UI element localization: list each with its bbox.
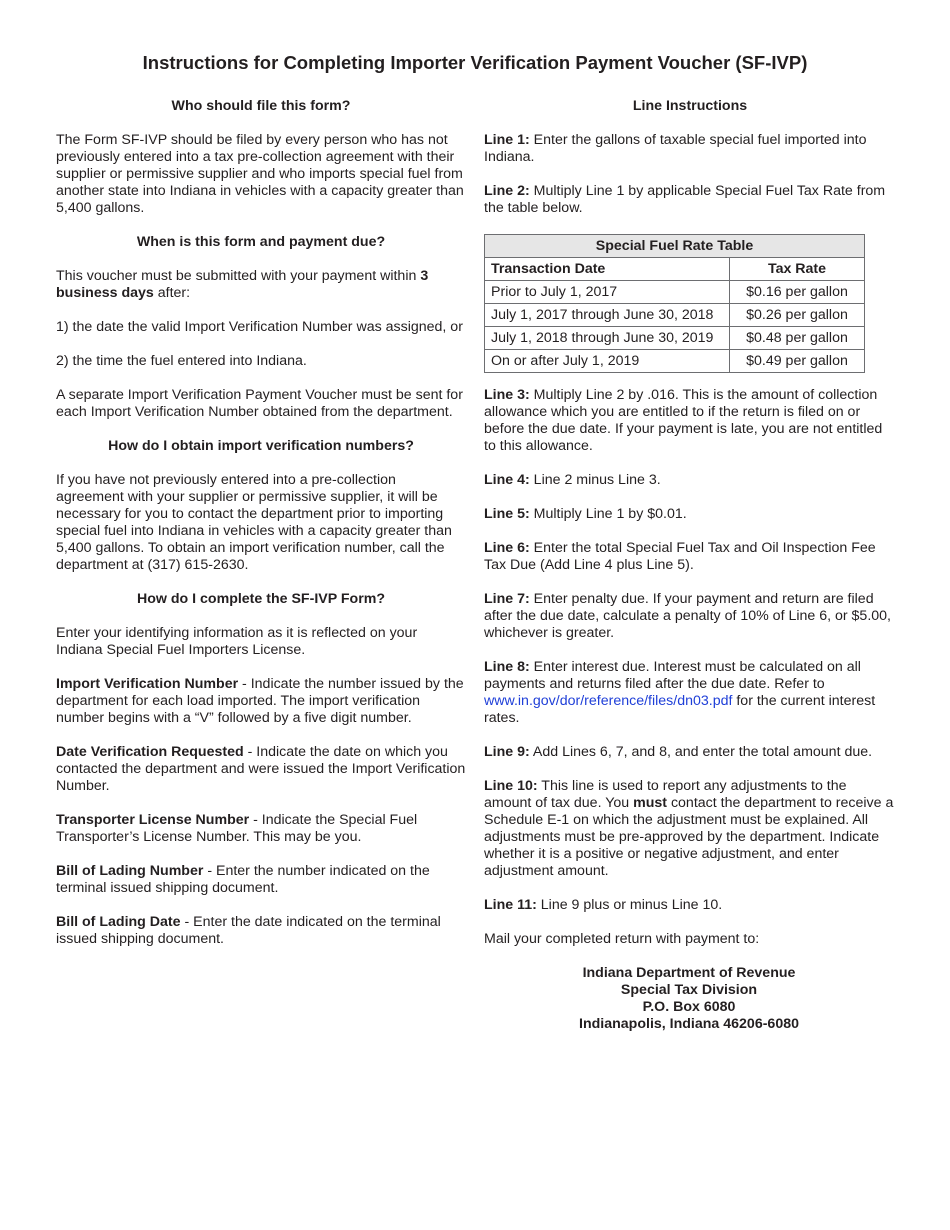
line-text: Multiply Line 2 by .016. This is the amount of collection allowance which you are entitled to if the return is filed on or before the due date. If your payment is late, you are not entitled to this allowance. [484,387,883,454]
line-text: Multiply Line 1 by applicable Special Fuel Tax Rate from the table below. [484,183,886,216]
line-text: Line 9 plus or minus Line 10. [536,897,723,913]
line-label: Line 9: [484,744,530,760]
left-column [56,98,466,965]
line-11 [484,897,896,914]
transaction-date-cell: Prior to July 1, 2017 [485,281,730,304]
field-text: - Enter the date indicated on the terminal issued shipping document. [56,914,441,947]
line-6 [484,540,896,574]
when-intro-pre: This voucher must be submitted with your payment within [56,268,421,284]
rate-table-header-row [485,258,865,281]
line-label: Line 11: [484,897,537,913]
tax-rate-cell: $0.16 per gallon [730,281,865,304]
when-note: A separate Import Verification Payment Voucher must be sent for each Import Verification Number obtained from the department. [56,387,463,420]
line-label: Line 6: [484,540,530,556]
field-text: - Indicate the date on which you contacted the department and were issued the Import Verification Number. [56,744,466,794]
tax-rate-cell: $0.48 per gallon [730,327,865,350]
mail-instruction: Mail your completed return with payment to: [484,931,760,947]
line-label: Line 3: [484,387,530,403]
interest-rate-link[interactable]: www.in.gov/dor/reference/files/dn03.pdf [484,693,733,709]
table-row [485,327,865,350]
address-line-4: Indianapolis, Indiana 46206-6080 [579,1016,799,1032]
line-text: Enter penalty due. If your payment and return are filed after the due date, calculate a penalty of 10% of Line 6, or $5.00, whichever is greater. [484,591,891,641]
line-text-post: for the current interest rates. [484,693,876,726]
field-import-verification-number [56,676,466,727]
line-text: Add Lines 6, 7, and 8, and enter the total amount due. [529,744,873,760]
who-text: The Form SF-IVP should be filed by every person who has not previously entered into a tax pre-collection agreement with their supplier or permissive supplier and who imports special fuel from another state into Indiana in vehicles with a capacity greater than 5,400 gallons. [56,132,464,216]
field-date-verification-requested [56,744,466,795]
transaction-date-cell: On or after July 1, 2019 [485,350,730,373]
complete-heading: How do I complete the SF-IVP Form? [136,591,386,607]
field-label: Import Verification Number [56,676,239,692]
when-item-1: 1) the date the valid Import Verification Number was assigned, or [56,319,463,335]
line-1 [484,132,896,166]
line-label: Line 1: [484,132,530,148]
transaction-date-cell: July 1, 2018 through June 30, 2019 [485,327,730,350]
line-label: Line 8: [484,659,530,675]
field-bill-of-lading-number [56,863,466,897]
line-text-bold: must [633,795,667,811]
col-tax-rate: Tax Rate [730,258,865,281]
line-instructions-heading: Line Instructions [632,98,748,114]
when-item-2: 2) the time the fuel entered into Indiana. [56,353,307,369]
field-text: - Indicate the number issued by the department for each load imported. The import verification number begins with a “V” followed by a five digit number. [56,676,464,726]
line-5 [484,506,896,523]
obtain-heading: How do I obtain import verification numbers? [108,438,414,454]
field-text: - Indicate the Special Fuel Transporter’s License Number. This may be you. [56,812,418,845]
tax-rate-cell: $0.49 per gallon [730,350,865,373]
line-9 [484,744,896,761]
line-text-pre: This line is used to report any adjustments to the amount of tax due. You [484,778,847,811]
line-text-pre: Enter interest due. Interest must be calculated on all payments and returns filed after the due date. Refer to [484,659,861,692]
field-label: Transporter License Number [56,812,250,828]
when-intro [56,268,466,302]
table-row [485,350,865,373]
line-label: Line 10: [484,778,538,794]
line-7 [484,591,896,642]
line-4 [484,472,896,489]
obtain-text: If you have not previously entered into a pre-collection agreement with your supplier or permissive supplier, it will be necessary for you to contact the department prior to importing special fuel into Indiana in vehicles with a capacity greater than 5,400 gallons. To obtain an import verification number, call the department at (317) 615-2630. [56,472,452,573]
field-transporter-license-number [56,812,466,846]
address-line-1: Indiana Department of Revenue [582,965,796,981]
complete-intro: Enter your identifying information as it is reflected on your Indiana Special Fuel Importers License. [56,625,418,658]
line-label: Line 7: [484,591,530,607]
transaction-date-cell: July 1, 2017 through June 30, 2018 [485,304,730,327]
line-label: Line 4: [484,472,530,488]
table-row [485,281,865,304]
field-label: Date Verification Requested [56,744,244,760]
mailing-address [484,965,894,1033]
field-text: - Enter the number indicated on the terminal issued shipping document. [56,863,430,896]
line-text-post: contact the department to receive a Schedule E-1 on which the adjustment must be explained. All adjustments must be pre-approved by the department. Indicate whether it is a positive or negative adjustment, and enter adjustment amount. [484,795,894,879]
when-heading: When is this form and payment due? [136,234,386,250]
line-text: Multiply Line 1 by $0.01. [529,506,687,522]
field-label: Bill of Lading Date [56,914,181,930]
line-text: Enter the total Special Fuel Tax and Oil Inspection Fee Tax Due (Add Line 4 plus Line 5). [484,540,876,573]
when-intro-post: after: [153,285,191,301]
rate-table-caption-row [485,235,865,258]
line-label: Line 2: [484,183,530,199]
field-label: Bill of Lading Number [56,863,204,879]
special-fuel-rate-table [484,234,865,373]
line-2 [484,183,896,217]
line-10 [484,778,896,880]
line-label: Line 5: [484,506,530,522]
rate-table-caption: Special Fuel Rate Table [485,235,865,258]
who-heading: Who should file this form? [171,98,351,114]
when-intro-bold: 3 business days [56,268,429,301]
address-line-3: P.O. Box 6080 [642,999,736,1015]
tax-rate-cell: $0.26 per gallon [730,304,865,327]
line-3 [484,387,896,455]
right-column [484,98,896,1033]
line-8 [484,659,896,727]
page-title: Instructions for Completing Importer Verification Payment Voucher (SF-IVP) [142,52,808,73]
field-bill-of-lading-date [56,914,466,948]
line-text: Enter the gallons of taxable special fuel imported into Indiana. [484,132,867,165]
table-row [485,304,865,327]
line-text: Line 2 minus Line 3. [529,472,661,488]
address-line-2: Special Tax Division [620,982,758,998]
col-transaction-date: Transaction Date [485,258,730,281]
